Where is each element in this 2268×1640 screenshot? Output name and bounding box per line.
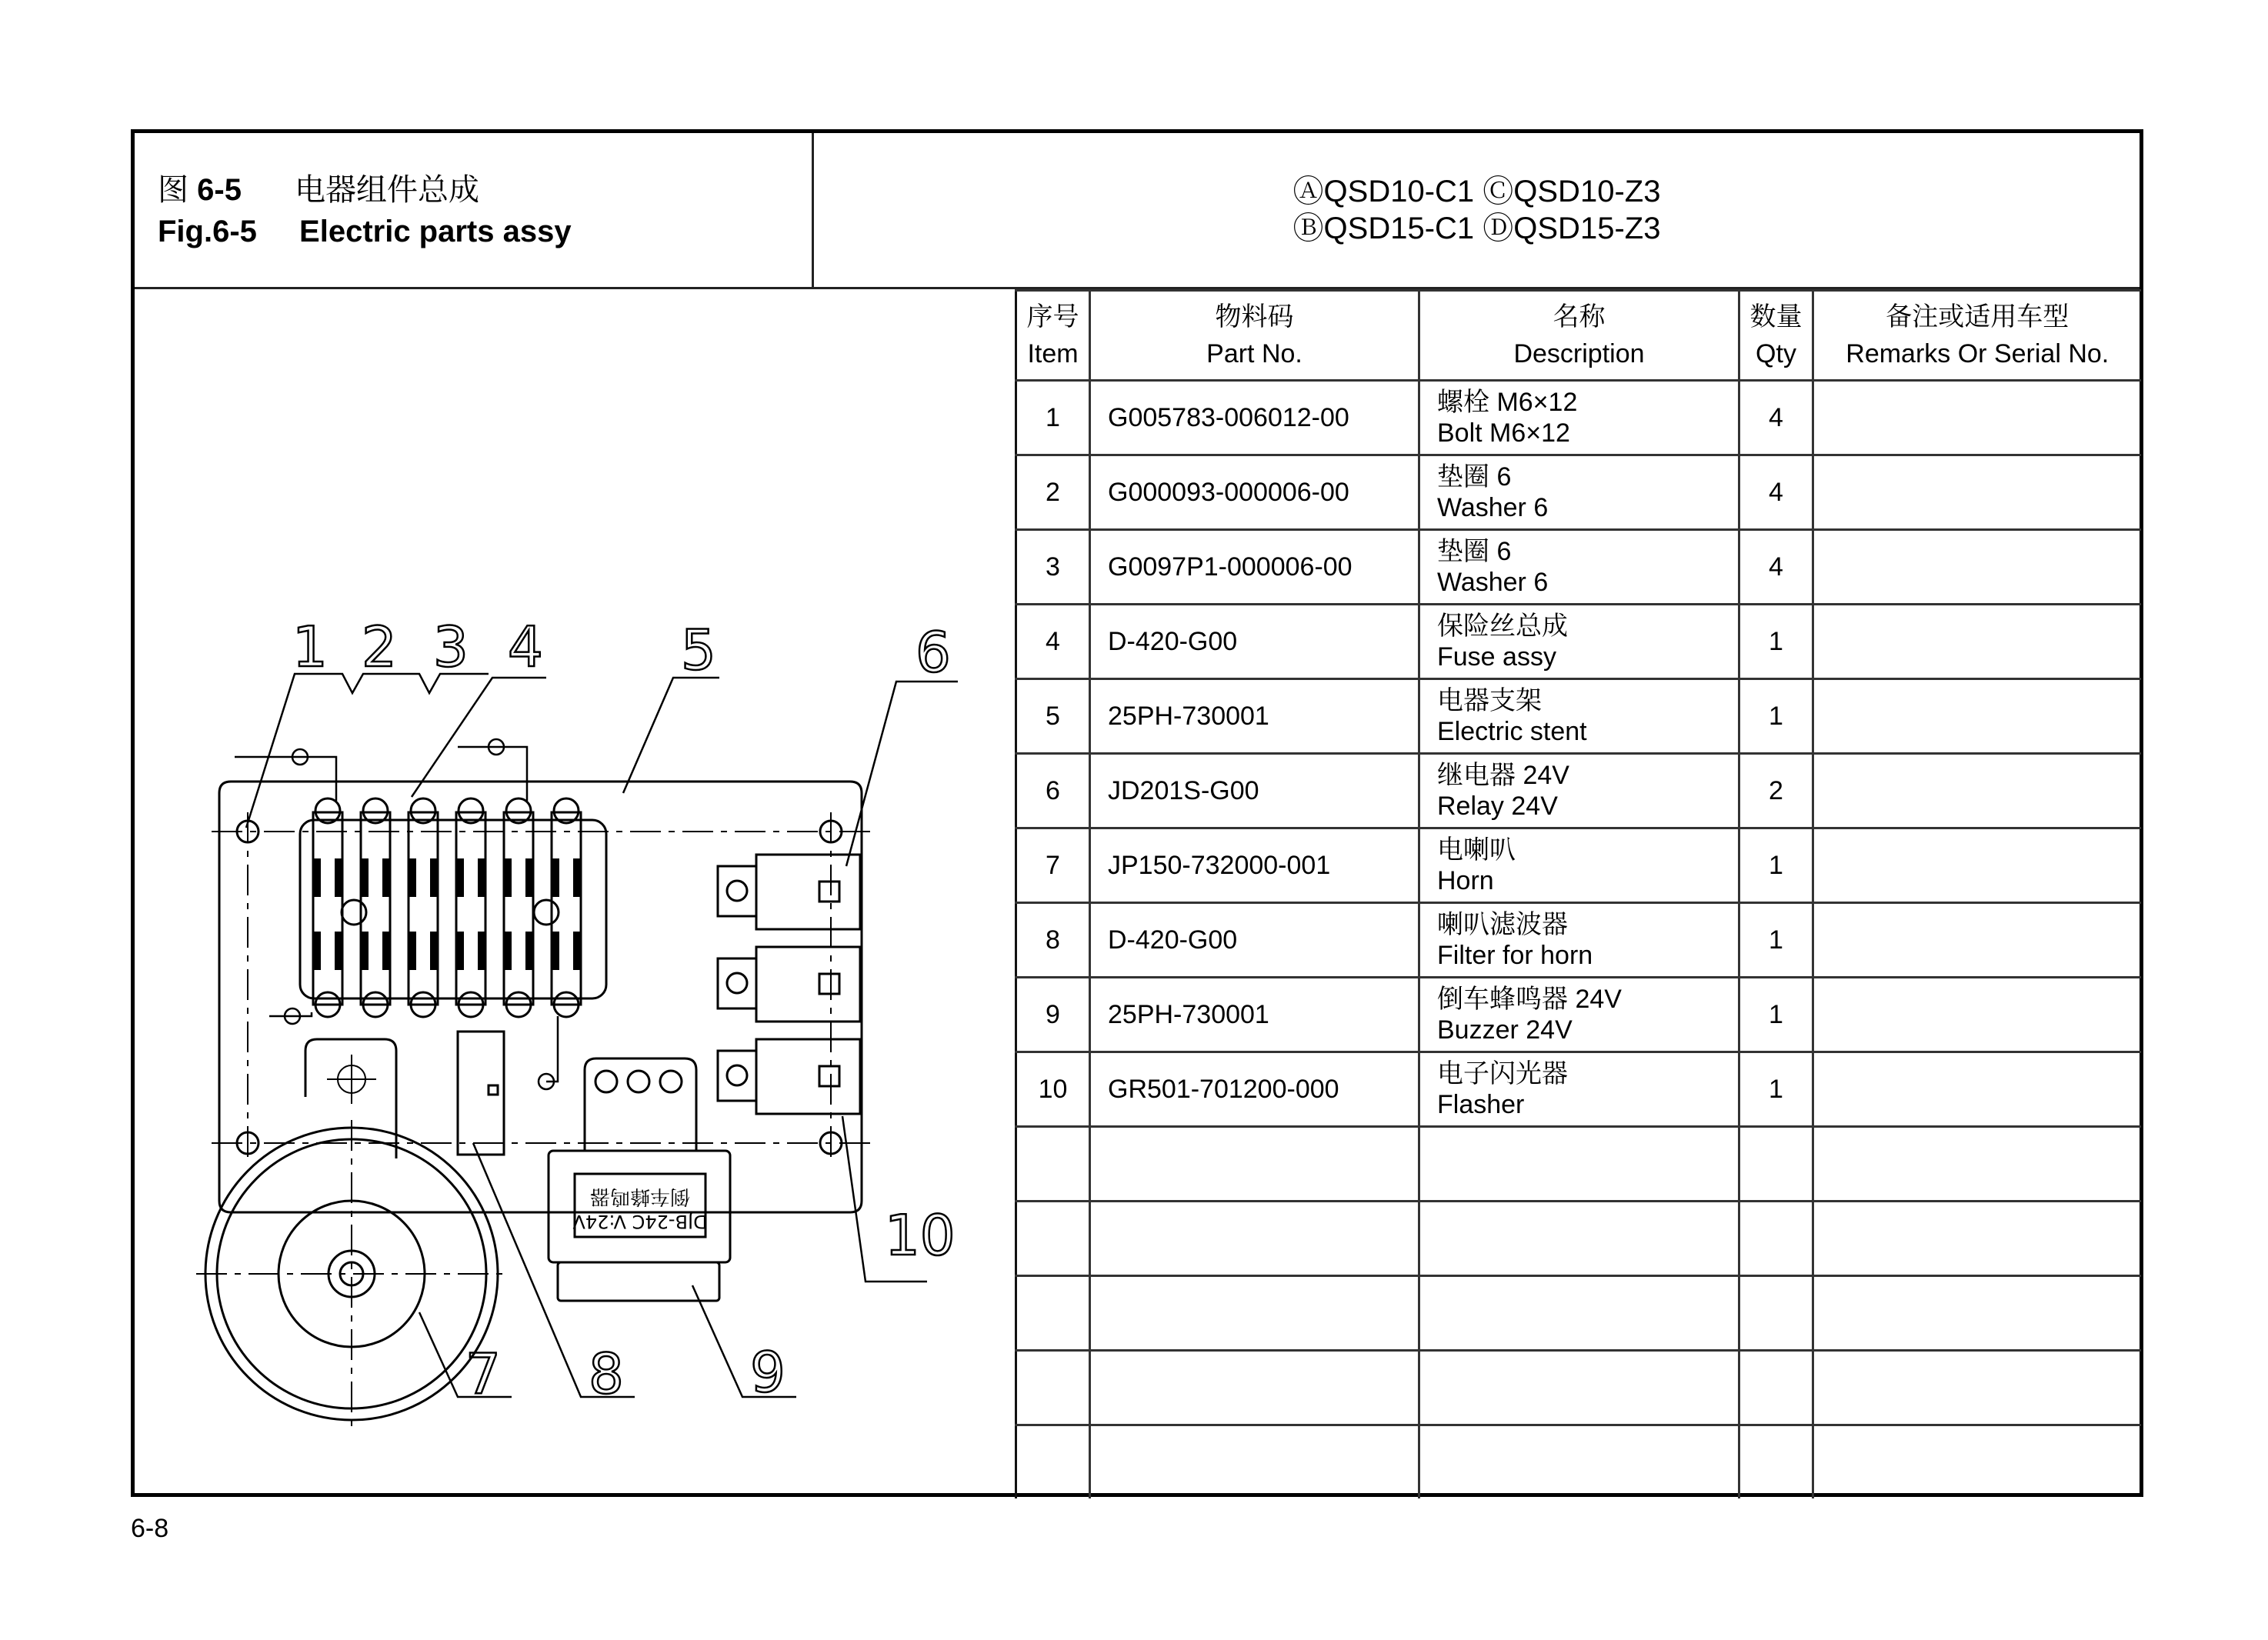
cell-remarks	[1813, 605, 2141, 679]
wire-terminals	[235, 739, 558, 1089]
buzzer	[549, 1058, 730, 1301]
title-cn: 电器组件总成	[295, 173, 480, 207]
callout-10: 10	[885, 1203, 956, 1268]
cell-part-no: D-420-G00	[1090, 903, 1419, 978]
figure-title-cn	[158, 165, 479, 209]
table-row	[1016, 530, 2141, 605]
description-en: Bolt M6×12	[1437, 418, 1570, 448]
cell-description	[1419, 605, 1739, 679]
cell-qty: 1	[1739, 1052, 1813, 1127]
cell-remarks	[1813, 1127, 2141, 1202]
cell-qty: 1	[1739, 828, 1813, 903]
description-en: Buzzer 24V	[1437, 1015, 1573, 1045]
callout-3: 3	[433, 615, 469, 679]
description-cn: 喇叭滤波器	[1437, 910, 1568, 939]
cell-qty	[1739, 1202, 1813, 1276]
description-en: Fuse assy	[1437, 642, 1556, 672]
figure-body	[135, 289, 2140, 1493]
cell-description	[1419, 1351, 1739, 1425]
cell-description	[1419, 828, 1739, 903]
buzzer-label-cn: 倒车蜂鸣器	[589, 1185, 691, 1208]
horn-bracket-hole	[327, 1055, 376, 1104]
horn	[196, 1120, 504, 1428]
cell-description	[1419, 1127, 1739, 1202]
col-header-qty: 数量 Qty	[1739, 291, 1813, 381]
description-en: Washer 6	[1437, 493, 1549, 522]
cell-part-no	[1090, 1202, 1419, 1276]
cell-description	[1419, 903, 1739, 978]
cell-item	[1016, 1276, 1090, 1351]
cell-item: 5	[1016, 679, 1090, 754]
cell-remarks	[1813, 828, 2141, 903]
cell-remarks	[1813, 1351, 2141, 1425]
cell-item: 4	[1016, 605, 1090, 679]
table-row	[1016, 679, 2141, 754]
col-header-description: 名称 Description	[1419, 291, 1739, 381]
cell-item: 3	[1016, 530, 1090, 605]
table-row	[1016, 754, 2141, 828]
description-en: Relay 24V	[1437, 792, 1558, 821]
cell-qty: 1	[1739, 605, 1813, 679]
page-number: 6-8	[131, 1514, 169, 1543]
cell-item: 10	[1016, 1052, 1090, 1127]
cell-item: 1	[1016, 381, 1090, 455]
cell-qty: 2	[1739, 754, 1813, 828]
callout-4: 4	[508, 615, 543, 679]
cell-description	[1419, 1425, 1739, 1499]
title-en: Electric parts assy	[299, 215, 572, 248]
figure-cn-prefix: 图	[158, 173, 188, 207]
parts-table	[1015, 289, 2141, 1498]
cell-qty: 4	[1739, 530, 1813, 605]
cell-remarks	[1813, 1276, 2141, 1351]
cell-part-no	[1090, 1351, 1419, 1425]
cell-qty: 1	[1739, 978, 1813, 1052]
cell-item	[1016, 1127, 1090, 1202]
cell-remarks	[1813, 903, 2141, 978]
cell-remarks	[1813, 455, 2141, 530]
figure-header	[135, 133, 2140, 289]
cell-remarks	[1813, 381, 2141, 455]
cell-description	[1419, 978, 1739, 1052]
cell-part-no: D-420-G00	[1090, 605, 1419, 679]
callout-8: 8	[589, 1342, 624, 1406]
col-header-part-no: 物料码 Part No.	[1090, 291, 1419, 381]
cell-qty: 4	[1739, 381, 1813, 455]
cell-item: 7	[1016, 828, 1090, 903]
table-row	[1016, 1425, 2141, 1499]
cell-description	[1419, 530, 1739, 605]
figure-en: Fig.6-5	[158, 215, 257, 248]
cell-part-no: JD201S-G00	[1090, 754, 1419, 828]
callout-9: 9	[750, 1340, 785, 1405]
page-frame	[131, 129, 2143, 1497]
callout-5: 5	[681, 618, 716, 682]
cell-part-no	[1090, 1425, 1419, 1499]
table-row	[1016, 903, 2141, 978]
description-cn: 电子闪光器	[1437, 1059, 1568, 1088]
cell-remarks	[1813, 1052, 2141, 1127]
cell-part-no: G000093-000006-00	[1090, 455, 1419, 530]
description-en: Horn	[1437, 866, 1494, 895]
cell-description	[1419, 455, 1739, 530]
cell-description	[1419, 1052, 1739, 1127]
cell-item: 9	[1016, 978, 1090, 1052]
cell-remarks	[1813, 1425, 2141, 1499]
description-cn: 电器支架	[1437, 686, 1542, 715]
cell-item	[1016, 1202, 1090, 1276]
cell-item: 2	[1016, 455, 1090, 530]
cell-description	[1419, 1202, 1739, 1276]
stent-plate	[219, 782, 862, 1212]
callout-2: 2	[362, 615, 397, 679]
callout-1: 1	[292, 615, 328, 679]
cell-qty	[1739, 1425, 1813, 1499]
cell-qty	[1739, 1276, 1813, 1351]
table-header-row	[1016, 291, 2141, 381]
cell-part-no	[1090, 1276, 1419, 1351]
cell-remarks	[1813, 530, 2141, 605]
callout-6: 6	[916, 620, 951, 685]
assembly-drawing	[135, 289, 1015, 1493]
cell-qty: 1	[1739, 679, 1813, 754]
description-cn: 螺栓 M6×12	[1437, 388, 1578, 417]
cell-qty	[1739, 1351, 1813, 1425]
cell-qty: 4	[1739, 455, 1813, 530]
callout-labels	[292, 615, 956, 1406]
callout-7: 7	[465, 1342, 501, 1406]
table-row	[1016, 605, 2141, 679]
description-en: Electric stent	[1437, 717, 1587, 746]
cell-qty	[1739, 1127, 1813, 1202]
table-row	[1016, 1052, 2141, 1127]
cell-part-no: 25PH-730001	[1090, 978, 1419, 1052]
model-line: ⒶQSD10-C1 ⒸQSD10-Z3	[1292, 175, 1661, 208]
table-row	[1016, 978, 2141, 1052]
description-en: Washer 6	[1437, 568, 1549, 597]
description-cn: 继电器 24V	[1437, 761, 1569, 790]
cell-description	[1419, 381, 1739, 455]
description-cn: 垫圈 6	[1437, 462, 1512, 492]
cell-remarks	[1813, 1202, 2141, 1276]
cell-part-no: 25PH-730001	[1090, 679, 1419, 754]
cell-part-no: G005783-006012-00	[1090, 381, 1419, 455]
center-lines	[212, 812, 873, 1162]
cell-remarks	[1813, 679, 2141, 754]
table-row	[1016, 1127, 2141, 1202]
fuse-block	[300, 820, 606, 998]
cell-item	[1016, 1351, 1090, 1425]
description-cn: 垫圈 6	[1437, 537, 1512, 566]
cell-item	[1016, 1425, 1090, 1499]
description-en: Filter for horn	[1437, 941, 1593, 970]
cell-description	[1419, 1276, 1739, 1351]
description-cn: 电喇叭	[1437, 835, 1516, 865]
cell-remarks	[1813, 978, 2141, 1052]
table-row	[1016, 1276, 2141, 1351]
relays	[718, 855, 860, 1114]
figure-number: 6-5	[197, 173, 242, 207]
col-header-item: 序号 Item	[1016, 291, 1090, 381]
figure-title-en	[158, 215, 572, 249]
table-row	[1016, 455, 2141, 530]
cell-qty: 1	[1739, 903, 1813, 978]
table-row	[1016, 1202, 2141, 1276]
applicable-models	[814, 133, 2140, 287]
cell-item: 8	[1016, 903, 1090, 978]
description-cn: 倒车蜂鸣器 24V	[1437, 985, 1622, 1014]
col-header-remarks: 备注或适用车型 Remarks Or Serial No.	[1813, 291, 2141, 381]
table-row	[1016, 381, 2141, 455]
cell-part-no: G0097P1-000006-00	[1090, 530, 1419, 605]
drawing-svg	[135, 289, 1015, 1493]
buzzer-label-model: DJB-24C V:24V	[572, 1211, 708, 1232]
table-row	[1016, 1351, 2141, 1425]
cell-item: 6	[1016, 754, 1090, 828]
model-line: ⒷQSD15-C1 ⒹQSD15-Z3	[1292, 212, 1661, 245]
cell-remarks	[1813, 754, 2141, 828]
cell-part-no: JP150-732000-001	[1090, 828, 1419, 903]
cell-description	[1419, 679, 1739, 754]
cell-part-no	[1090, 1127, 1419, 1202]
mounting-holes	[237, 821, 842, 1154]
description-cn: 保险丝总成	[1437, 612, 1568, 641]
filter-terminal	[489, 1085, 498, 1095]
cell-description	[1419, 754, 1739, 828]
cell-part-no: GR501-701200-000	[1090, 1052, 1419, 1127]
description-en: Flasher	[1437, 1090, 1525, 1119]
table-row	[1016, 828, 2141, 903]
figure-title-block	[135, 133, 814, 287]
